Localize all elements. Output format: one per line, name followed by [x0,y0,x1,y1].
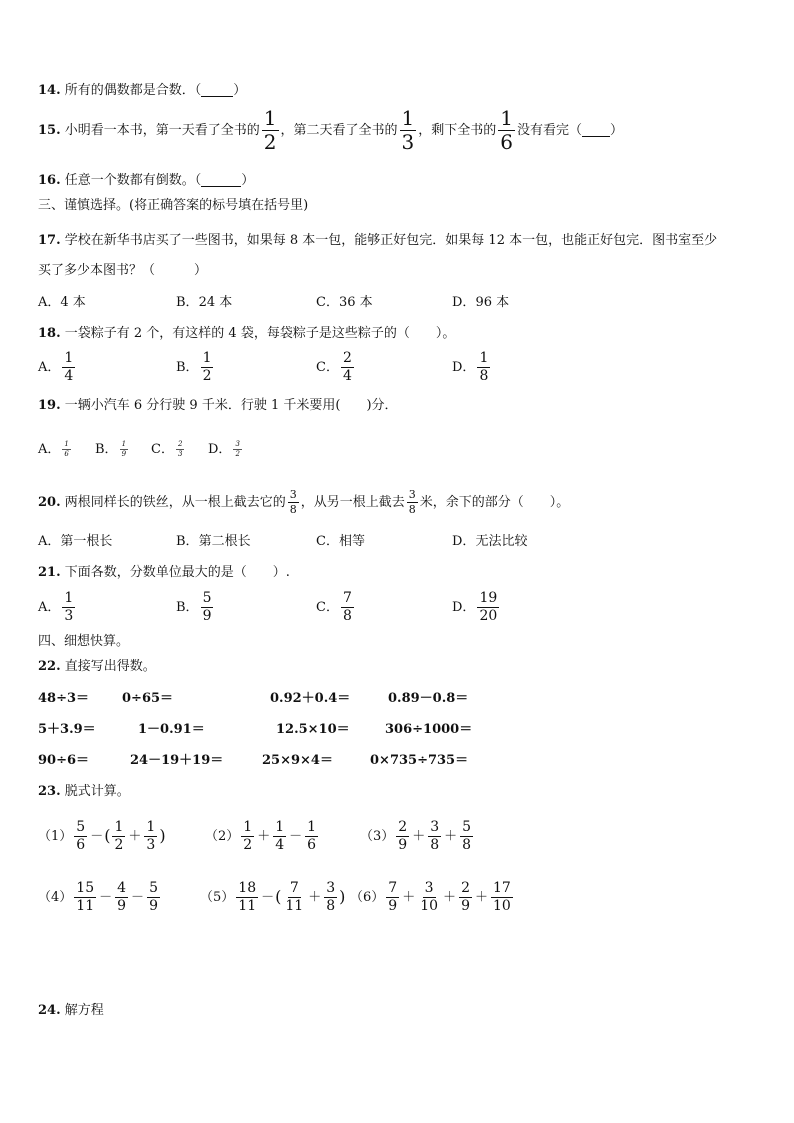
expression-6: （6） $\frac{7}{9}$ ＋ $\frac{3}{10}$ ＋ $\frac{2}{9}$ ＋ $\frac{17}{10}$ [350,880,511,914]
answer-blank[interactable] [201,174,241,187]
question-24 [38,1004,104,1017]
question-number: 22. [38,659,61,674]
option-a[interactable]: A． $\frac{1}{3}$ [38,590,74,624]
question-text: 没有看完（ [517,123,583,138]
option-d[interactable]: D．96 本 [452,295,510,310]
expression-label: （3） [360,828,395,844]
question-number: 23. [38,784,61,799]
question-17-line2: 买了多少本图书？（ ） [38,263,208,278]
fraction: $\frac{1}{4}$ [64,350,74,384]
option-c[interactable]: C． $\frac{2}{4}$ [316,350,352,384]
option-a[interactable]: A． $\frac{1}{4}$ [38,350,74,384]
question-number: 15. [38,123,61,138]
question-text: 任意一个数都有倒数。（ [64,173,202,188]
calc-item: 1－0.91＝ [138,722,205,737]
question-18 [38,327,455,340]
question-22 [38,660,156,673]
fraction: $\frac{5}{9}$ [202,590,212,624]
calc-item: 0.89－0.8＝ [388,691,469,706]
option-a[interactable]: A． $\frac{1}{6}$ [38,440,69,459]
question-text: ，剩下全书的 [418,123,497,138]
fraction: $\frac{1}{2}$ [263,106,277,154]
expression-2: （2） $\frac{1}{2}$ ＋ $\frac{1}{4}$ － $\frac{1}{6}$ [205,819,317,853]
fraction: $\frac{1}{8}$ [479,350,489,384]
calc-item: 0×735÷735＝ [370,753,469,768]
question-text: 一辆小汽车 6 分行驶 9 千米．行驶 1 千米要用( )分． [64,398,398,413]
option-b[interactable]: B．24 本 [176,295,233,310]
answer-blank[interactable] [582,124,610,137]
question-text: 两根同样长的铁丝，从一根上截去它的 [64,494,286,510]
calc-item: 12.5×10＝ [276,722,350,737]
expression-3: （3） $\frac{2}{9}$ ＋ $\frac{3}{8}$ ＋ $\frac{5}{8}$ [360,819,472,853]
question-number: 21. [38,565,61,580]
fraction: $\frac{1}{2}$ [202,350,212,384]
option-b[interactable]: B． $\frac{1}{9}$ [95,440,127,459]
question-text: 解方程 [64,1003,104,1018]
question-text: ，从另一根上截去 [300,494,405,510]
question-21 [38,566,290,579]
calc-item: 0÷65＝ [122,691,174,706]
option-c[interactable]: C．36 本 [316,295,373,310]
fraction: $\frac{1}{3}$ [64,590,74,624]
expression-4: （4） $\frac{15}{11}$ － $\frac{4}{9}$ － $\frac{5}{9}$ [38,880,158,914]
question-text: 直接写出得数。 [64,659,156,674]
question-text: 米，余下的部分（ ）。 [419,494,570,510]
fraction: $\frac{19}{20}$ [479,590,498,624]
expression-label: （2） [205,828,240,844]
option-a[interactable]: A．4 本 [38,295,86,310]
calc-item: 48÷3＝ [38,691,90,706]
question-14: 14. 所有的偶数都是合数．（ ） [38,83,247,98]
expression-1: （1） $\frac{5}{6}$ － ( $\frac{1}{2}$ ＋ $\frac{1}{3}$ ) [38,819,166,853]
calc-item: 5＋3.9＝ [38,722,96,737]
question-text: 所有的偶数都是合数．（ [64,83,202,98]
calc-item: 25×9×4＝ [262,753,333,768]
option-c[interactable]: C．相等 [316,534,365,549]
fraction: $\frac{3}{8}$ [408,488,416,516]
expression-label: （4） [38,889,73,905]
fraction: $\frac{7}{8}$ [342,590,352,624]
option-b[interactable]: B．第二根长 [176,534,251,549]
question-17 [38,234,717,247]
option-d[interactable]: D． $\frac{1}{8}$ [452,350,489,384]
fraction: $\frac{2}{3}$ [177,440,183,459]
question-text: 小明看一本书，第一天看了全书的 [64,123,260,138]
option-a[interactable]: A．第一根长 [38,534,113,549]
fraction: $\frac{1}{6}$ [64,440,69,459]
option-b[interactable]: B． $\frac{5}{9}$ [176,590,212,624]
fraction: $\frac{1}{9}$ [121,440,127,459]
question-text: 学校在新华书店买了一些图书，如果每 8 本一包，能够正好包完．如果每 12 本一包，也能正好包完．图书室至少 [64,233,718,248]
question-20 [38,489,569,515]
question-number: 14. [38,83,61,98]
option-c[interactable]: C． $\frac{7}{8}$ [316,590,352,624]
calc-item: 306÷1000＝ [385,722,473,737]
expression-label: （6） [350,889,385,905]
fraction: $\frac{3}{8}$ [289,488,297,516]
expression-5: （5） $\frac{18}{11}$ － ( $\frac{7}{11}$ ＋ $\frac{3}{8}$ ) [200,880,346,914]
fraction: $\frac{2}{4}$ [342,350,352,384]
question-number: 20. [38,494,61,510]
calc-item: 90÷6＝ [38,753,90,768]
question-text: 一袋粽子有 2 个，有这样的 4 袋，每袋粽子是这些粽子的（ ）。 [64,326,456,341]
question-23 [38,785,130,798]
question-number: 19. [38,398,61,413]
question-19 [38,399,398,412]
question-text: ，第二天看了全书的 [280,123,398,138]
fraction: $\frac{3}{2}$ [235,440,240,459]
question-text: 脱式计算。 [64,784,130,799]
option-d[interactable]: D．无法比较 [452,534,528,549]
expression-label: （1） [38,828,73,844]
calc-item: 0.92＋0.4＝ [270,691,351,706]
option-d[interactable]: D． $\frac{3}{2}$ [208,440,240,459]
calc-item: 24－19＋19＝ [130,753,224,768]
section-title: 四、细想快算。 [38,634,130,649]
option-c[interactable]: C． $\frac{2}{3}$ [151,440,183,459]
expression-label: （5） [200,889,235,905]
option-b[interactable]: B． $\frac{1}{2}$ [176,350,212,384]
fraction: $\frac{1}{6}$ [500,106,514,154]
question-number: 24. [38,1003,61,1018]
question-16: 16. 任意一个数都有倒数。（ ） [38,173,255,188]
question-number: 16. [38,173,61,188]
question-text: 下面各数，分数单位最大的是（ ）. [64,565,290,580]
answer-blank[interactable] [201,84,233,97]
option-d[interactable]: D． $\frac{19}{20}$ [452,590,498,624]
question-number: 17. [38,233,61,248]
question-15: 15. 小明看一本书，第一天看了全书的 $\frac{1}{2}$ ，第二天看了全书的 $\frac{1}{3}$ ，剩下全书的 $\frac{1}{6}$ 没有看完（ ） [38,106,624,154]
fraction: $\frac{1}{3}$ [401,106,415,154]
section-title: 三、谨慎选择。(将正确答案的标号填在括号里) [38,198,309,213]
question-number: 18. [38,326,61,341]
